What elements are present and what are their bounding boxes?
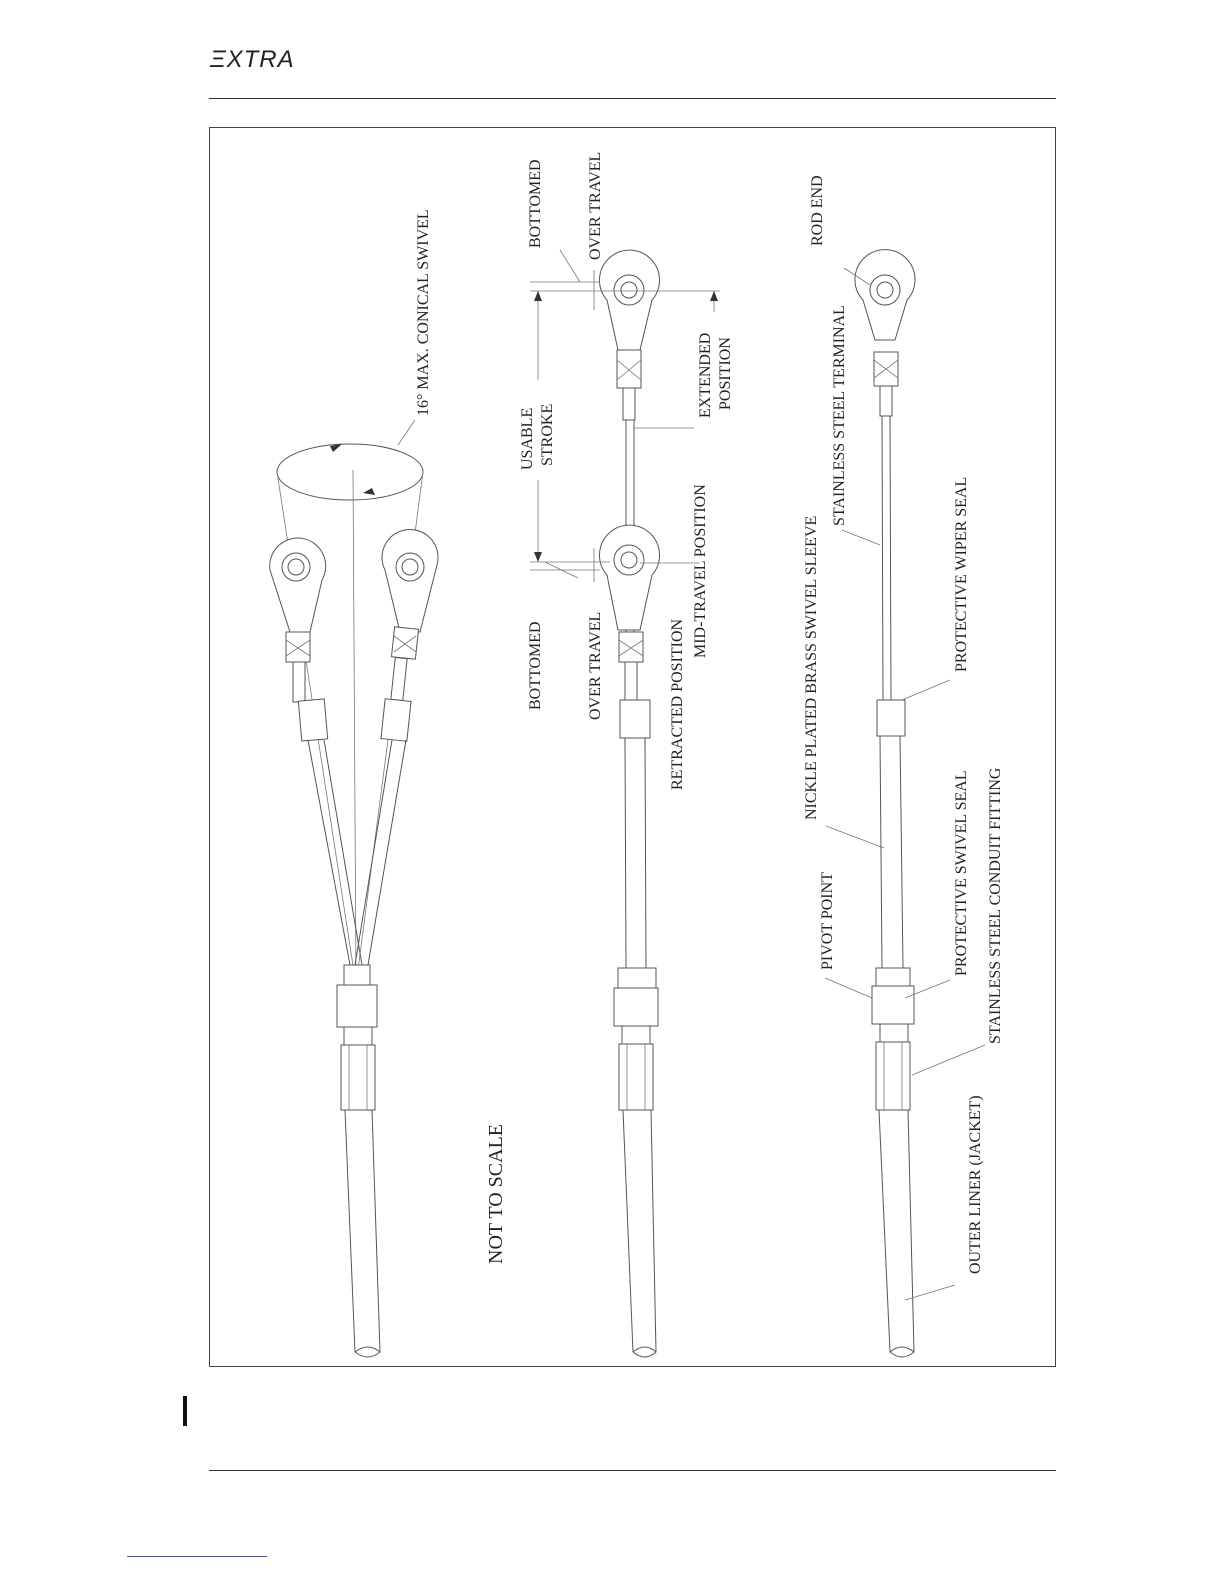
rotation-arrow-icon xyxy=(363,488,375,495)
swivel-assembly-left xyxy=(270,420,438,1357)
rod-end-left-1 xyxy=(270,538,328,741)
travel-assembly-middle xyxy=(530,250,720,1357)
label-not-to-scale: NOT TO SCALE xyxy=(485,1123,507,1264)
brand-logo: ΞXTRA xyxy=(210,46,295,73)
label-outer-liner: OUTER LINER (JACKET) xyxy=(967,1095,984,1274)
label-wiper-seal: PROTECTIVE WIPER SEAL xyxy=(953,476,970,672)
label-pivot-point: PIVOT POINT xyxy=(819,872,836,970)
label-over-travel-top: OVER TRAVEL xyxy=(587,151,604,260)
label-usable: USABLE xyxy=(519,407,536,470)
label-retracted-position: RETRACTED POSITION xyxy=(669,618,686,790)
label-bottomed-bottom: BOTTOMED xyxy=(527,621,544,710)
label-extended: EXTENDED xyxy=(697,332,714,418)
label-conduit-fitting: STAINLESS STEEL CONDUIT FITTING xyxy=(987,767,1004,1044)
label-stroke: STROKE xyxy=(539,403,556,466)
label-extended-position: POSITION xyxy=(717,337,734,410)
rod-end-left-2 xyxy=(381,529,438,741)
label-over-travel-bottom: OVER TRAVEL xyxy=(587,611,604,720)
swivel-cone-ellipse xyxy=(277,444,423,500)
label-swivel-seal: PROTECTIVE SWIVEL SEAL xyxy=(953,770,970,976)
label-conical-swivel: 16° MAX. CONICAL SWIVEL xyxy=(415,209,432,416)
label-rod-end: ROD END xyxy=(809,175,826,246)
label-bottomed-top: BOTTOMED xyxy=(527,159,544,248)
label-ss-terminal: STAINLESS STEEL TERMINAL xyxy=(831,305,848,526)
label-mid-travel-position: MID-TRAVEL POSITION xyxy=(692,484,709,658)
label-brass-sleeve: NICKLE PLATED BRASS SWIVEL SLEEVE xyxy=(803,515,820,820)
